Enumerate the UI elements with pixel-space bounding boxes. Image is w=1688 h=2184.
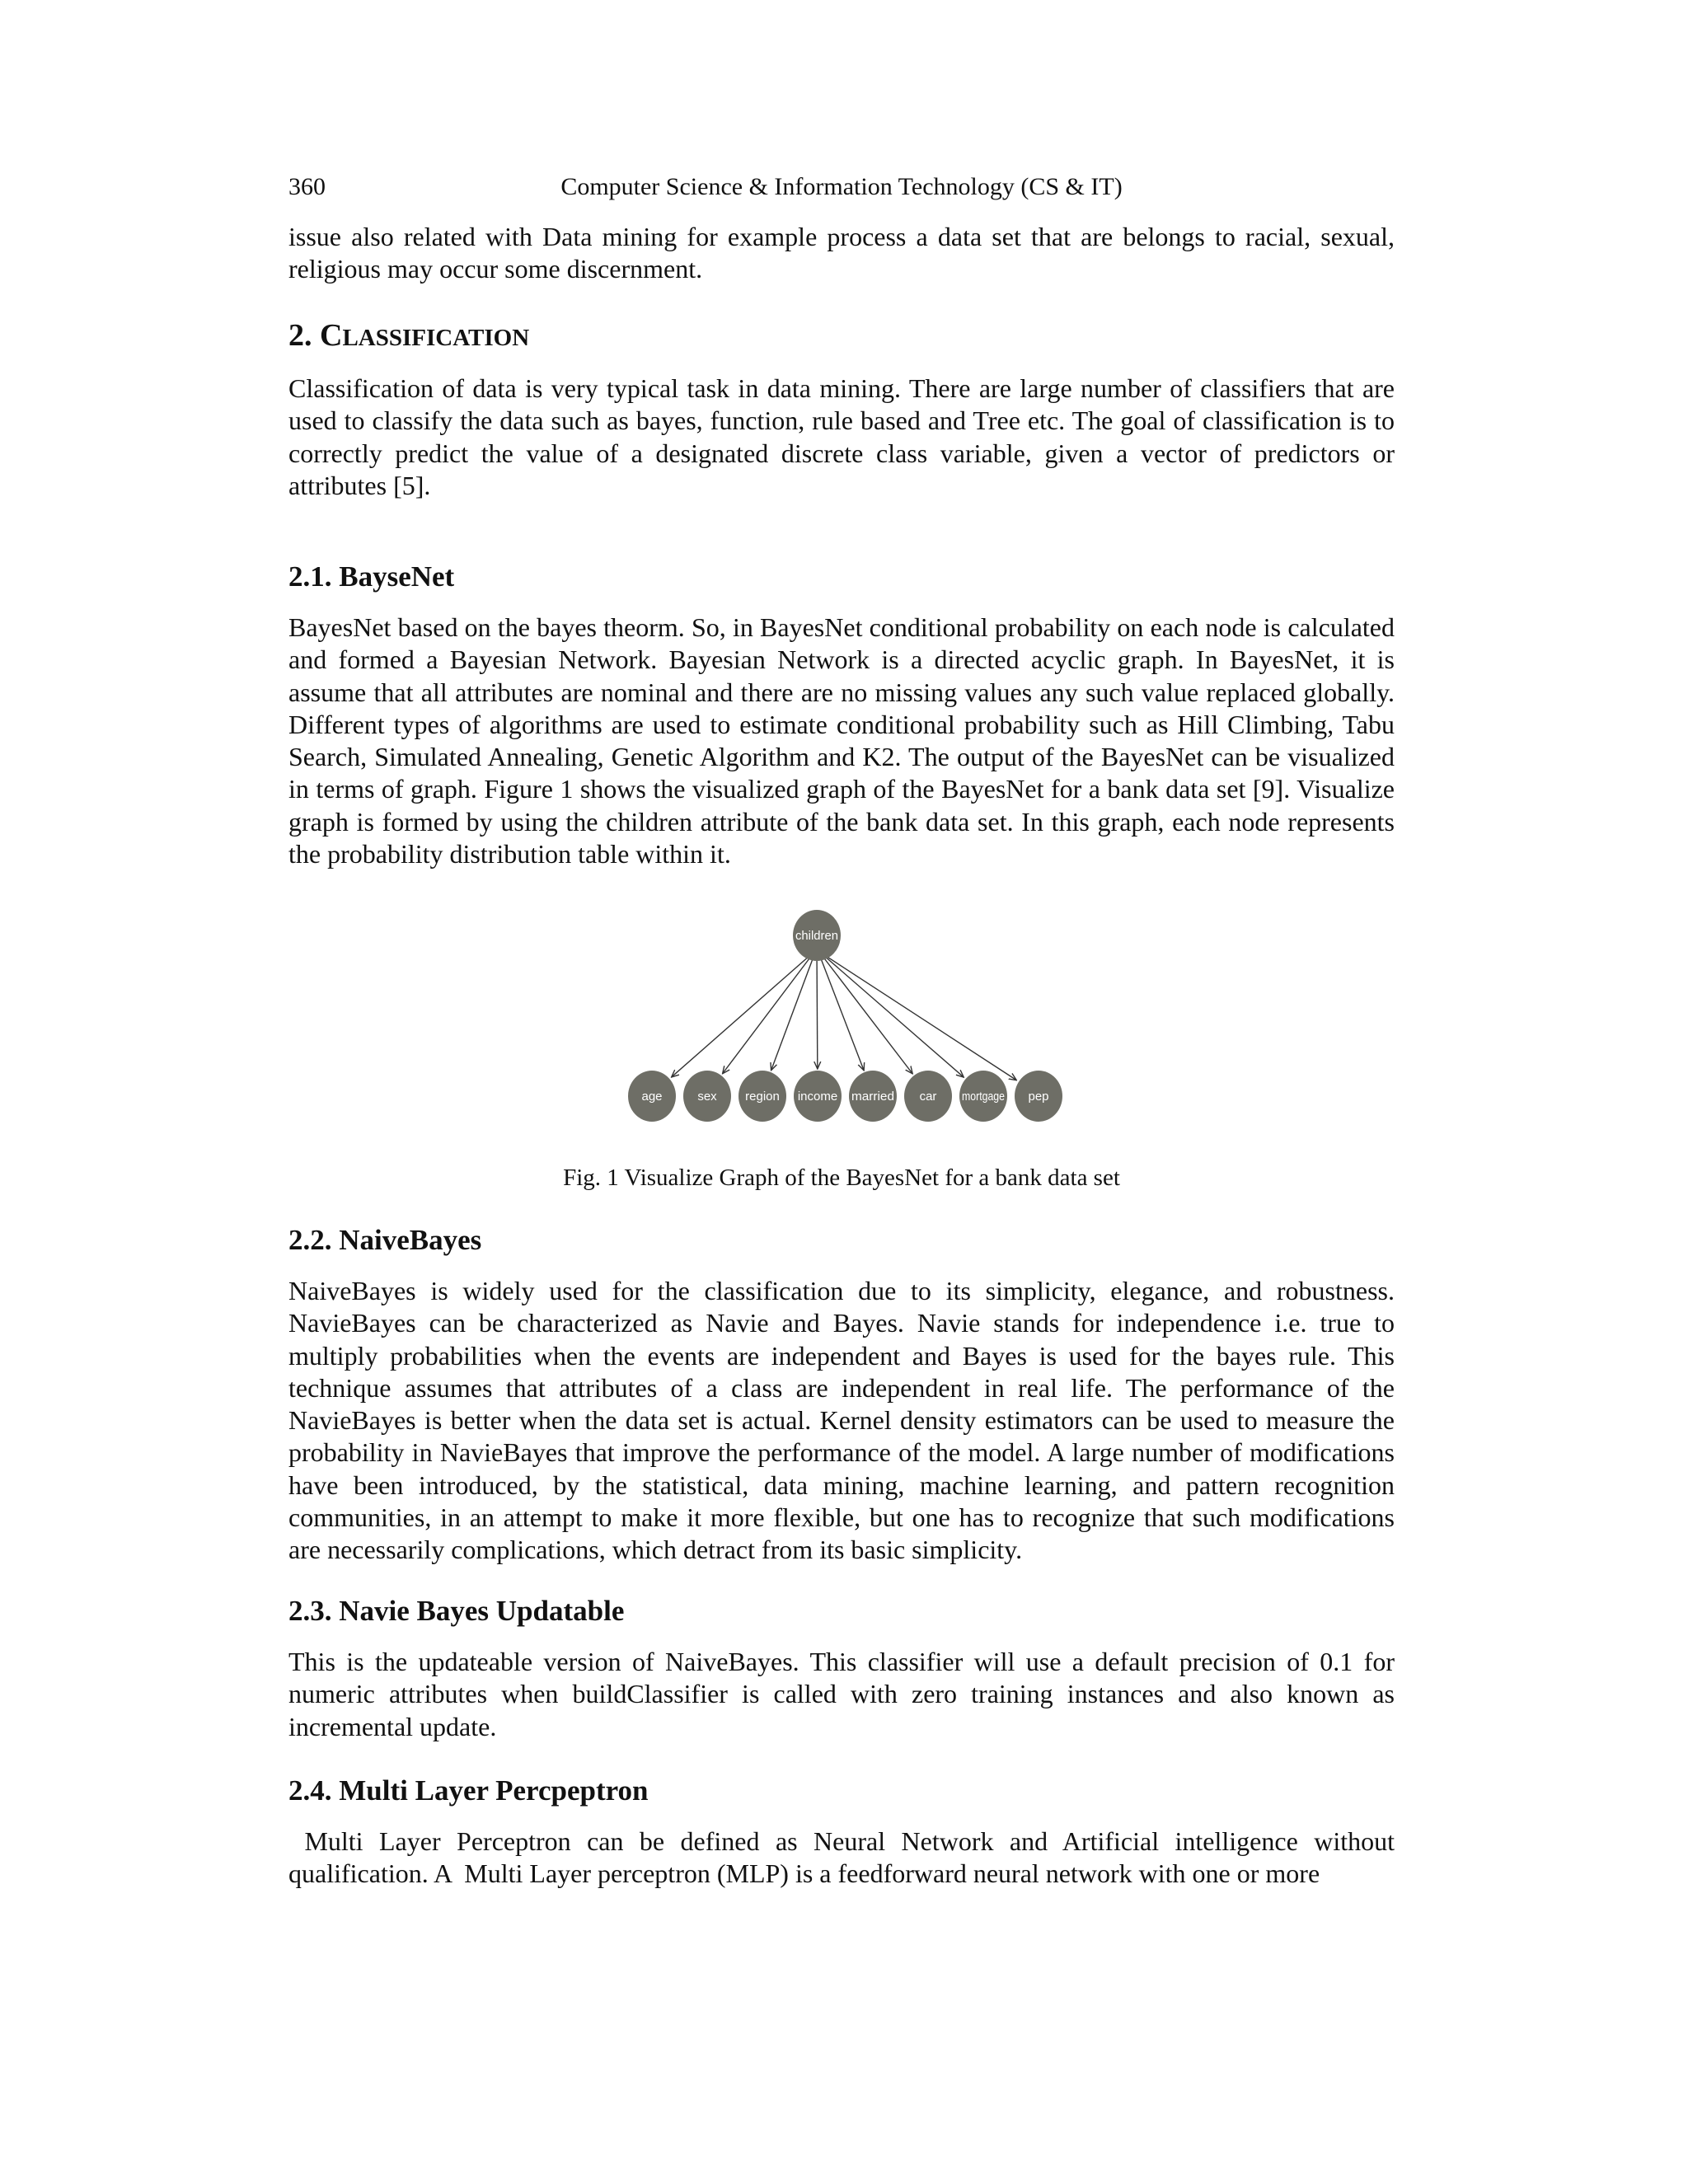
page-number: 360: [288, 173, 326, 200]
node-married: [849, 1071, 897, 1122]
node-married-label: married: [851, 1090, 894, 1104]
section-2-2-heading: 2.2. NaiveBayes: [288, 1224, 482, 1256]
section-2-1-body: BayesNet based on the bayes theorm. So, in BayesNet conditional probability on each node is calculated and formed a Bayesian Network. Bayesian Network is a directed acyclic graph. In BayesNet, it is assume that all attributes are nominal and there are no missing values any such value replaced globally. Different types of algorithms are used to estimate conditional probability such as Hill Climbing, Tabu Search, Simulated Annealing, Genetic Algorithm and K2. The output of the BayesNet can be visualized in terms of graph. Figure 1 shows the visualized graph of the BayesNet for a bank data set [9]. Visualize graph is formed by using the children attribute of the bank data set. In this graph, each node represents the probability distribution table within it.: [288, 612, 1395, 869]
section-2-number: 2.: [288, 318, 320, 353]
section-2-3-body: This is the updateable version of NaiveBayes. This classifier will use a default precision of 0.1 for numeric attributes when buildClassifier is called with zero training instances and also known as incremental update.: [288, 1647, 1395, 1741]
section-2-title-rest: LASSIFICATION: [342, 325, 530, 351]
edge-children-to-income: [817, 954, 818, 1069]
section-2-body: Classification of data is very typical task in data mining. There are large number of classifiers that are used to classify the data such as bayes, function, rule based and Tree etc. The goal of classification is to correctly predict the value of a designated discrete class variable, given a vector of predictors or attributes [5].: [288, 373, 1395, 500]
section-2-heading: [288, 317, 529, 354]
section-2-4-heading: 2.4. Multi Layer Percpeptron: [288, 1774, 649, 1807]
node-mortgage: [959, 1071, 1007, 1122]
node-pep: [1015, 1071, 1062, 1122]
edge-children-to-sex: [723, 954, 814, 1074]
node-region: [738, 1071, 786, 1122]
edge-children-to-age: [672, 954, 813, 1077]
running-header: [288, 173, 1395, 206]
section-2-title-initial: C: [320, 318, 343, 353]
figure-1-caption: Fig. 1 Visualize Graph of the BayesNet for a bank data set: [563, 1165, 1120, 1191]
section-2-3-heading: 2.3. Navie Bayes Updatable: [288, 1595, 625, 1627]
node-car-label: car: [919, 1090, 937, 1104]
section-2-2-body: NaiveBayes is widely used for the classification due to its simplicity, elegance, and robustness. NavieBayes can be characterized as Navie and Bayes. Navie stands for independence i.e. true to multiply probabilities when the events are independent and Bayes is used for the bayes rule. This technique assumes that attributes of a class are independent in real life. The performance of the NavieBayes is better when the data set is actual. Kernel density estimators can be used to measure the probability in NavieBayes that improve the performance of the model. A large number of modifications have been introduced, by the statistical, data mining, machine learning, and pattern recognition communities, in an attempt to make it more flexible, but one has to recognize that such modifications are necessarily complications, which detract from its basic simplicity.: [288, 1276, 1395, 1565]
node-income: [794, 1071, 842, 1122]
bayesnet-graph-figure: [626, 902, 1071, 1133]
running-title: Computer Science & Information Technology (CS & IT): [560, 173, 1123, 200]
node-age-label: age: [641, 1090, 663, 1104]
node-sex-label: sex: [697, 1090, 717, 1104]
section-2-4-body: Multi Layer Perceptron can be defined as Neural Network and Artificial intelligence without qualification. A Multi Layer perceptron (MLP) is a feedforward neural network with one or more: [288, 1826, 1402, 1889]
edge-children-to-car: [821, 954, 913, 1074]
intro-paragraph: issue also related with Data mining for example process a data set that are belongs to racial, sexual, religious may occur some discernment.: [288, 222, 1395, 284]
node-car: [904, 1071, 952, 1122]
node-pep-label: pep: [1028, 1090, 1049, 1104]
bayesnet-graph: [626, 902, 1071, 1133]
node-region-label: region: [745, 1090, 780, 1104]
node-mortgage-label: mortgage: [962, 1090, 1005, 1104]
section-2-1-heading: 2.1. BayseNet: [288, 560, 455, 593]
node-children: [793, 910, 841, 961]
node-children-label: children: [795, 929, 838, 943]
edge-children-to-pep: [822, 954, 1016, 1080]
node-age: [628, 1071, 676, 1122]
node-sex: [683, 1071, 731, 1122]
node-income-label: income: [797, 1090, 838, 1104]
